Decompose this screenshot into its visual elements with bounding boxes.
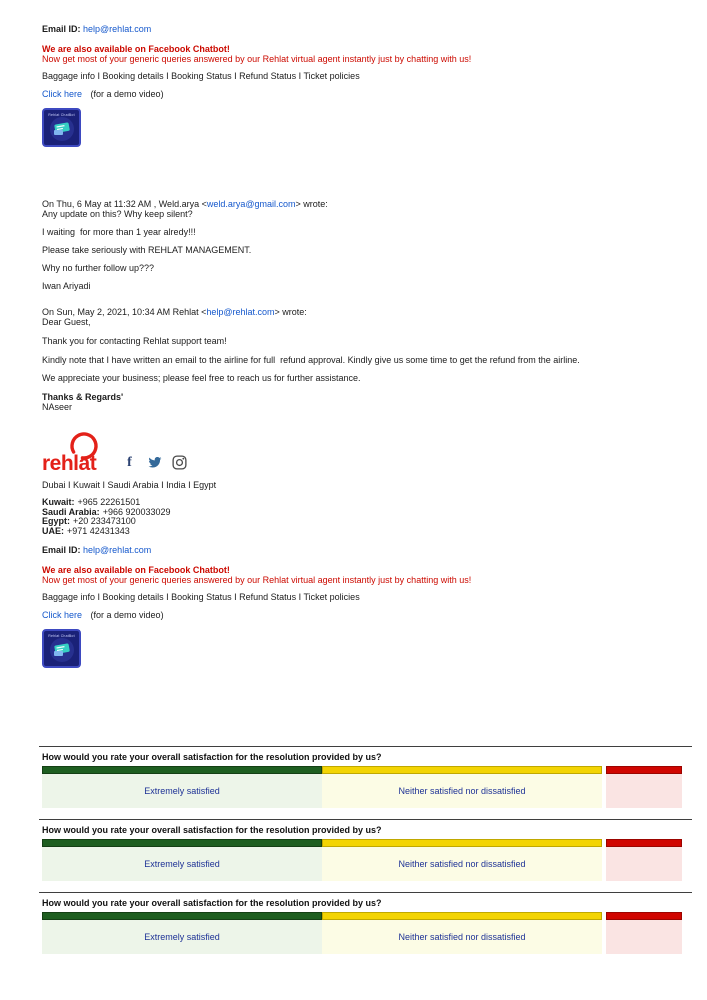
brand-footer: [42, 434, 707, 668]
green-rating-bar: [42, 766, 322, 774]
survey-option-label: Neither satisfied nor dissatisfied: [398, 859, 526, 869]
chatbot-icon-circle: [50, 638, 74, 662]
facebook-icon[interactable]: [122, 455, 137, 470]
chatbot-icon[interactable]: [42, 108, 81, 147]
survey-option-neither[interactable]: [322, 766, 602, 808]
chatbot-icon-caption: Rehlat ChatBot: [48, 634, 75, 638]
closing-line: Thanks & Regards': [42, 392, 124, 402]
survey-rating-bar: [42, 766, 682, 808]
red-rating-bar: [606, 912, 682, 920]
demo-video-link[interactable]: Click here: [42, 610, 83, 620]
support-reply-message: [42, 307, 707, 412]
chatbot-subtext: Now get most of your generic queries answered by our Rehlat virtual agent instantly just by chatting with us!: [42, 575, 472, 585]
divider: [39, 892, 692, 893]
chatbot-promo: [42, 565, 707, 585]
green-rating-bar: [42, 839, 322, 847]
survey-question: How would you rate your overall satisfaction for the resolution provided by us?: [42, 825, 382, 835]
demo-video-link[interactable]: Click here: [42, 89, 83, 99]
greeting-line: Dear Guest,: [42, 317, 91, 327]
phone-number: +966 920033029: [102, 506, 171, 517]
social-icons: [122, 455, 187, 470]
rehlat-logo[interactable]: [42, 434, 108, 474]
survey-question: How would you rate your overall satisfaction for the resolution provided by us?: [42, 898, 382, 908]
satisfaction-survey-row: [42, 892, 695, 954]
quick-links: Baggage info I Booking details I Booking Status I Refund Status I Ticket policies: [42, 592, 360, 602]
quote-header-customer: [42, 199, 707, 219]
survey-option-dissatisfied[interactable]: [606, 766, 682, 808]
instagram-icon[interactable]: [172, 455, 187, 470]
customer-email-link[interactable]: weld.arya@gmail.com: [206, 199, 296, 209]
demo-video-note: (for a demo video): [90, 89, 164, 99]
demo-video-note: (for a demo video): [90, 610, 164, 620]
chatbot-headline: We are also available on Facebook Chatbot!: [42, 565, 230, 575]
chatbot-headline: We are also available on Facebook Chatbot!: [42, 44, 230, 54]
divider: [39, 746, 692, 747]
survey-option-label: Neither satisfied nor dissatisfied: [398, 932, 526, 942]
phone-country-label: Saudi Arabia:: [42, 506, 100, 517]
quote-header-support: [42, 307, 707, 327]
message-line: Please take seriously with REHLAT MANAGEMENT.: [42, 245, 252, 255]
divider: [39, 819, 692, 820]
quick-links: Baggage info I Booking details I Booking Status I Refund Status I Ticket policies: [42, 71, 360, 81]
message-line: Any update on this? Why keep silent?: [42, 209, 193, 219]
demo-video-line: [42, 610, 707, 620]
email-id-label: Email ID:: [42, 24, 81, 34]
chatbot-icon-caption: Rehlat ChatBot: [48, 113, 75, 117]
phone-country-label: Egypt:: [42, 516, 70, 526]
survey-option-extremely-satisfied[interactable]: [42, 839, 322, 881]
phone-country-label: Kuwait:: [42, 497, 75, 507]
phone-line: [42, 527, 707, 537]
ticket-icon: [52, 121, 72, 137]
message-line: Thank you for contacting Rehlat support team!: [42, 336, 227, 346]
quote-header-line: [42, 199, 707, 209]
survey-rating-bar: [42, 839, 682, 881]
survey-option-label: Extremely satisfied: [144, 859, 220, 869]
agent-name: NAseer: [42, 402, 73, 412]
satisfaction-survey: [42, 746, 707, 954]
customer-signature: Iwan Ariyadi: [42, 281, 91, 291]
chatbot-subtext: Now get most of your generic queries answered by our Rehlat virtual agent instantly just by chatting with us!: [42, 54, 472, 64]
message-line: We appreciate your business; please feel free to reach us for further assistance.: [42, 373, 361, 383]
email-id-line: [42, 24, 707, 34]
yellow-rating-bar: [322, 766, 602, 774]
survey-rating-bar: [42, 912, 682, 954]
logo-text: rehlat: [42, 452, 97, 475]
quote-header-line: [42, 307, 707, 317]
email-id-line: [42, 545, 707, 555]
chatbot-icon-circle: [50, 117, 74, 141]
instagram-glyph: [172, 455, 187, 470]
phone-country-label: UAE:: [42, 525, 64, 536]
customer-reply-message: [42, 199, 707, 291]
survey-option-label: Neither satisfied nor dissatisfied: [398, 786, 526, 796]
yellow-rating-bar: [322, 912, 602, 920]
quote-header-suffix: > wrote:: [274, 307, 307, 317]
survey-option-dissatisfied[interactable]: [606, 912, 682, 954]
quote-header-prefix: On Thu, 6 May at 11:32 AM , Weld.arya <: [42, 199, 207, 209]
survey-option-extremely-satisfied[interactable]: [42, 766, 322, 808]
quote-header-prefix: On Sun, May 2, 2021, 10:34 AM Rehlat <: [42, 307, 207, 317]
message-line: Kindly note that I have written an email to the airline for full refund approval. Kindly give us some time to get the refund from the airline.: [42, 355, 580, 365]
quote-header-suffix: > wrote:: [295, 199, 328, 209]
phone-number: +965 22261501: [77, 497, 141, 507]
support-email-link[interactable]: help@rehlat.com: [83, 545, 152, 555]
satisfaction-survey-row: [42, 746, 695, 808]
support-footer-top: [42, 24, 707, 147]
survey-option-label: Extremely satisfied: [144, 932, 220, 942]
phone-number: +971 42431343: [67, 525, 130, 536]
message-line: I waiting for more than 1 year alredy!!!: [42, 227, 196, 237]
facebook-glyph: f: [127, 454, 132, 470]
message-line: Why no further follow up???: [42, 263, 155, 273]
red-rating-bar: [606, 766, 682, 774]
yellow-rating-bar: [322, 839, 602, 847]
ticket-icon: [52, 642, 72, 658]
email-id-label: Email ID:: [42, 545, 81, 555]
survey-option-dissatisfied[interactable]: [606, 839, 682, 881]
support-email-link[interactable]: help@rehlat.com: [206, 307, 275, 317]
satisfaction-survey-row: [42, 819, 695, 881]
twitter-bird-glyph: [148, 457, 162, 469]
survey-option-neither[interactable]: [322, 912, 602, 954]
chatbot-icon[interactable]: [42, 629, 81, 668]
phone-number: +20 233473100: [73, 516, 136, 526]
red-rating-bar: [606, 839, 682, 847]
phone-line: [42, 517, 707, 527]
twitter-icon[interactable]: [147, 455, 162, 470]
survey-option-neither[interactable]: [322, 839, 602, 881]
support-email-link[interactable]: help@rehlat.com: [83, 24, 152, 34]
chatbot-promo: [42, 44, 707, 64]
countries-line: Dubai I Kuwait I Saudi Arabia I India I Egypt: [42, 480, 217, 490]
survey-question: How would you rate your overall satisfaction for the resolution provided by us?: [42, 752, 382, 762]
phone-list: [42, 498, 707, 536]
brand-row: [42, 434, 707, 474]
demo-video-line: [42, 89, 707, 99]
green-rating-bar: [42, 912, 322, 920]
survey-option-extremely-satisfied[interactable]: [42, 912, 322, 954]
phone-line: [42, 508, 707, 518]
support-signature-block: [42, 392, 707, 412]
survey-option-label: Extremely satisfied: [144, 786, 220, 796]
